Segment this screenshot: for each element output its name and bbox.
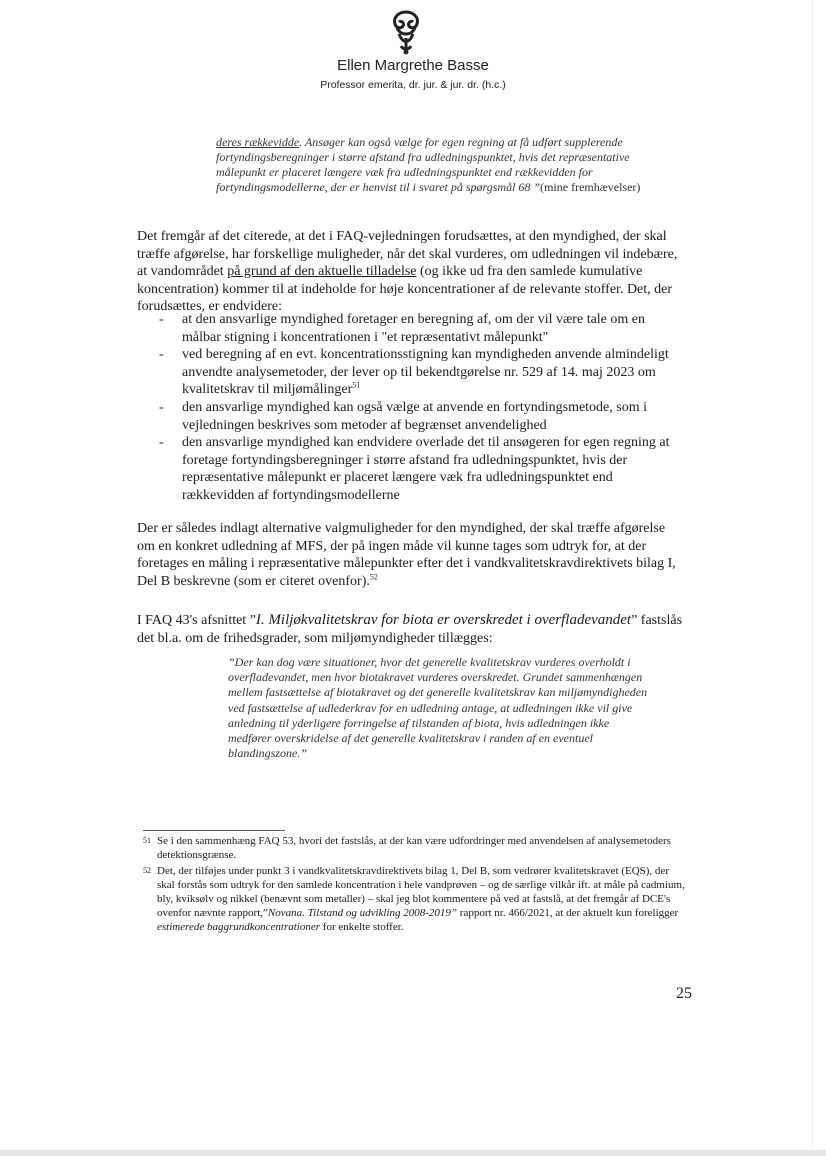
ornamental-knot-logo-icon: [389, 10, 423, 56]
list-item: [137, 434, 685, 504]
para1-underlined-text: på grund af den aktuelle tilladelse: [227, 264, 417, 280]
para2-text: Der er således indlagt alternative valgmuligheder for den myndighed, der skal træffe afgørelse om en konkret udledning af MFS, der på ingen måde vil kunne tages som udtryk for, at der foretages en måling i repræsentative målepunkter efter det i vandkvalitetskravdirektivets bilag I, Del B beskrevne (som er citeret ovenfor).: [137, 521, 676, 589]
paragraph-1: [137, 228, 685, 316]
list-item-text: den ansvarlige myndighed kan også vælge at anvende en fortyndingsmetode, som i vejledningen beskrives som metoder af begrænset anvendelighed: [182, 399, 648, 433]
bullet-dash: -: [159, 347, 164, 363]
scan-edge-right: [812, 0, 813, 1150]
author-subtitle: Professor emerita, dr. jur. & jur. dr. (h.c.): [320, 79, 506, 91]
quote-italic-text: . Ansøger kan også vælge for egen regning at få udført supplerende fortyndingsberegninger i større afstand fra udledningspunktet, hvis det repræsentative målepunkt er placeret længere væk fra udledningspunktet end rækkevidden for fortyndingsmodellerne, der er henvist til i svaret på spørgsmål 68 ”: [216, 135, 630, 194]
footnote-text: Se i den sammenhæng FAQ 53, hvori det fastslås, at der kan være udfordringer med anvendelsen af analysemetoders detektionsgrænse.: [157, 835, 671, 861]
bullet-dash: -: [159, 399, 164, 415]
footnote-ref-51[interactable]: 51: [352, 380, 361, 390]
bullet-dash: -: [159, 435, 164, 451]
paragraph-3: [137, 612, 685, 647]
footnote-number: 51: [143, 836, 151, 845]
bullet-list: [137, 311, 685, 505]
para3-text-end: ” fastslås det bl.a. om de frihedsgrader, som miljømyndigheder tillægges:: [137, 613, 683, 646]
footnotes: [143, 834, 688, 936]
footnote-text-end: for enkelte stoffer.: [320, 921, 404, 933]
author-name: Ellen Margrethe Basse: [337, 57, 489, 74]
footnote-italic-emphasis: estimerede baggrundkoncentrationer: [157, 921, 321, 933]
footnote-text: Det, der tilføjes under punkt 3 i vandkvalitetskravdirektivets bilag 1, Del B, som vedrører kvalitetskravet (EQS), der skal forstås som udtryk for den samlede koncentration i hele vandprøven – og de særlige vilkår ift. at måle på cadmium, bly, kviksølv og nikkel (benævnt som metaller) – skal jeg blot kommentere på ved at fastslå, at det fremgår af DCE's ovenfor nævnte rapport,”: [157, 865, 685, 919]
list-item: [137, 311, 685, 346]
quote-emphasis-note: (mine fremhævelser): [540, 180, 641, 194]
para1-text-start: Det fremgår af det citerede, at det i FAQ-vejledningen forudsættes, at den myndighed, der skal træffe afgørelse, har forskellige muligheder, når det skal vurderes, om udledningen vil indebære, at vandområdet: [137, 229, 678, 280]
list-item: [137, 346, 685, 399]
para1-text-end: (og ikke ud fra den samlede kumulative koncentration) kommer til at indeholde for høje koncentrationer af de relevante stoffer. Det, der forudsættes, er endvidere:: [137, 264, 673, 315]
block-quote-2: ”Der kan dog være situationer, hvor det generelle kvalitetskrav vurderes overholdt i overfladevandet, men hvor biotakravet vurderes overskredet. Grundet sammenhængen mellem fastsættelse af biotakravet og det generelle kvalitetskrav kan miljømyndigheden ved fastsættelse af udlederkrav for en udledning antage, at udledningen ikke vil give anledning til yderligere forringelse af tilstanden af biota, hvis udledningen ikke medfører overskridelse af det generelle kvalitetskrav i randen af en eventuel blandingszone.”: [228, 655, 648, 761]
block-quote-1: [216, 135, 646, 195]
list-item: [137, 399, 685, 434]
footnote-51: [143, 834, 688, 862]
footnote-divider: [143, 830, 285, 831]
scan-edge-bottom: [0, 1150, 826, 1156]
quote-underlined-text: deres rækkevidde: [216, 135, 300, 149]
footnote-italic-title: Novana. Tilstand og udvikling 2008-2019”: [267, 907, 458, 919]
footnote-text-mid: rapport nr. 466/2021, at der aktuelt kun foreligger: [457, 907, 679, 919]
list-item-text: at den ansvarlige myndighed foretager en beregning af, om der vil være tale om en målbar stigning i koncentrationen i "et repræsentativt målepunkt": [182, 312, 645, 345]
footnote-number: 52: [143, 866, 151, 875]
paragraph-2: [137, 520, 685, 590]
para3-italic-title: I. Miljøkvalitetskrav for biota er overskredet i overfladevandet: [255, 612, 632, 628]
page-number: 25: [676, 985, 692, 1002]
list-item-text: ved beregning af en evt. koncentrationsstigning kan myndigheden anvende almindeligt anvendte analysemetoder, der lever op til bekendtgørelse nr. 529 af 14. maj 2023 om kvalitetskrav til miljømålinger: [182, 347, 669, 398]
bullet-dash: -: [159, 312, 164, 327]
footnote-ref-52[interactable]: 52: [369, 572, 378, 582]
para3-text-start: I FAQ 43's afsnittet ”: [137, 613, 256, 628]
list-item-text: den ansvarlige myndighed kan endvidere overlade det til ansøgeren for egen regning at foretage fortyndingsberegninger i større afstand fra udledningspunktet, hvis der repræsentative målepunkt er placeret længere væk fra udledningspunktet end rækkevidden af fortyndingsmodellerne: [182, 435, 670, 503]
footnote-52: [143, 864, 688, 934]
